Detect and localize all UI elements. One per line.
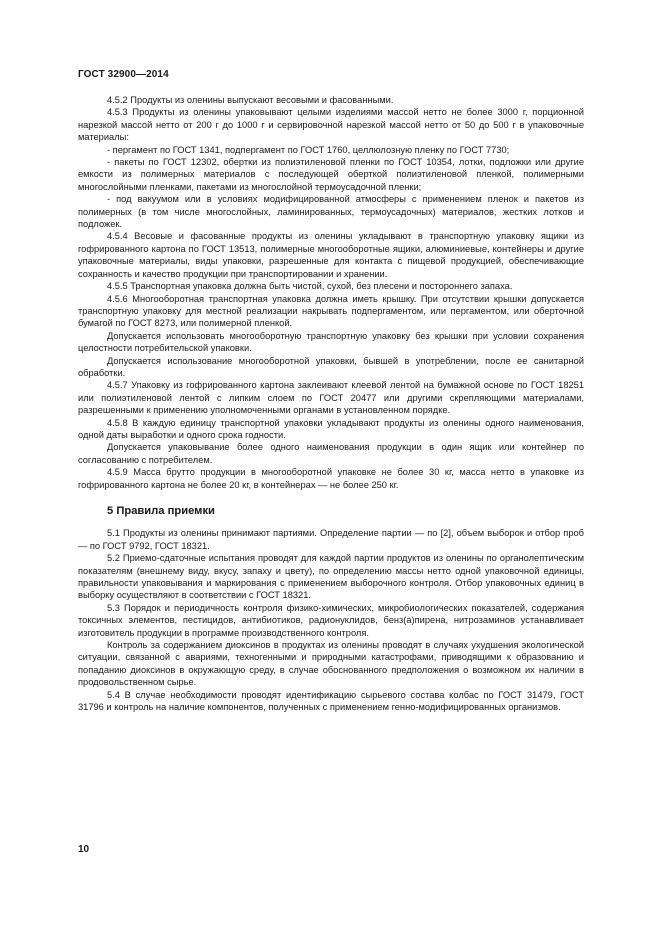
paragraph-4-5-4: 4.5.4 Весовые и фасованные продукты из оленины укладывают в транспортную упаковку ящики из гофрированного картона по ГОСТ 13513, полимерные многооборотные ящики, алюминиевые, контейнеры и другие упаковочные материалы, виды упаковки, разрешенные для контакта с пищевой продукцией, обеспечивающие сохранность и качество продукции при транспортировании и хранении. [78, 231, 584, 279]
paragraph-4-5-7: 4.5.7 Упаковку из гофрированного картона заклеивают клеевой лентой на бумажной основе по ГОСТ 18251 или полиэтиленовой лентой с липким слоем по ГОСТ 20477 или другими скрепляющими материалами, разрешенными к применению уполномоченными органами в установленном порядке. [78, 380, 584, 416]
paragraph-5-2: 5.2 Приемо-сдаточные испытания проводят для каждой партии продуктов из оленины по органолептическим показателям (внешнему виду, вкусу, запаху и цвету), по определению массы нетто одной упаковочной единицы, правильности упаковывания и маркирования с применением выборочного контроля. Отбор упаковочных единиц в выборку осуществляют в соответствии с ГОСТ 18321. [78, 553, 584, 601]
document-header: ГОСТ 32900—2014 [78, 69, 169, 80]
paragraph-5-3: 5.3 Порядок и периодичность контроля физико-химических, микробиологических показателей, содержания токсичных элементов, пестицидов, антибиотиков, радионуклидов, бенз(а)пирена, нитрозаминов устанавливает изготовитель продукции в программе производственного контроля. [78, 602, 584, 638]
paragraph-4-5-8: 4.5.8 В каждую единицу транспортной упаковки укладывают продукты из оленины одного наименования, одной даты выработки и одного срока годности. [78, 417, 584, 440]
paragraph-4-5-5: 4.5.5 Транспортная упаковка должна быть чистой, сухой, без плесени и постороннего запаха. [107, 281, 513, 292]
section-5-title: 5 Правила приемки [107, 505, 215, 517]
list-item-parchment: - пергамент по ГОСТ 1341, подпергамент по ГОСТ 1760, целлюлозную пленку по ГОСТ 7730; [107, 144, 510, 155]
paragraph-4-5-2: 4.5.2 Продукты из оленины выпускают весовыми и фасованными. [107, 95, 394, 105]
paragraph-5-4: 5.4 В случае необходимости проводят идентификацию сырьевого состава колбас по ГОСТ 31479, ГОСТ 31796 и контроль на наличие компонентов, полученных с применением генно-модифицированных организмов. [78, 689, 584, 713]
paragraph-lid-exception: Допускается использовать многооборотную транспортную упаковку без крышки при условии сохранения целостности потребительской упаковки. [78, 330, 584, 354]
list-item-packages: - пакеты по ГОСТ 12302, обертки из полиэтиленовой пленки по ГОСТ 10354, лотки, подложки или другие емкости из полимерных материалов с последующей оберткой полиэтиленовой пленкой, полимерными многослойными пленками, пакетами из многослойной термоусадочной пленки; [78, 157, 584, 192]
page-number: 10 [78, 844, 90, 855]
paragraph-4-5-9: 4.5.9 Масса брутто продукции в многооборотной упаковке не более 30 кг, масса нетто в упаковке из гофрированного картона не более 20 кг, в контейнерах — не более 250 кг. [78, 467, 584, 490]
paragraph-multi-item: Допускается упаковывание более одного наименования продукции в один ящик или контейнер по согласованию с потребителем. [78, 442, 584, 465]
document-body [78, 94, 584, 714]
paragraph-4-5-6: 4.5.6 Многооборотная транспортная упаковка должна иметь крышку. При отсутствии крышки допускается транспортную упаковку для местной реализации накрывать подпергаментом, или пергаментом, или оберточной бумагой по ГОСТ 8273, или полимерной пленкой. [78, 293, 584, 329]
paragraph-dioxin: Контроль за содержанием диоксинов в продуктах из оленины проводят в случаях ухудшения экологической ситуации, связанной с авариями, техногенными и природными катастрофами, приводящими к образованию и попаданию диоксинов в окружающую среду, в случае обоснованного предположения о возможном их наличии в продовольственном сырье. [78, 640, 584, 688]
paragraph-4-5-3: 4.5.3 Продукты из оленины упаковывают целыми изделиями массой нетто не более 3000 г, порционной нарезкой массой нетто от 200 г до 1000 г и сервировочной нарезкой массой нетто от 50 до 500 г в упаковочные материалы: [78, 107, 584, 143]
list-item-vacuum: - под вакуумом или в условиях модифицированной атмосферы с применением пленок и пакетов из полимерных (в том числе многослойных, ламинированных, термоусадочных) материалов, жестких лотков и подложек. [78, 194, 584, 230]
paragraph-reuse: Допускается использование многооборотной упаковки, бывшей в употреблении, после ее санитарной обработки. [78, 355, 584, 378]
paragraph-5-1: 5.1 Продукты из оленины принимают партиями. Определение партии — по [2], объем выборок и отбор проб — по ГОСТ 9792, ГОСТ 18321. [78, 528, 584, 551]
